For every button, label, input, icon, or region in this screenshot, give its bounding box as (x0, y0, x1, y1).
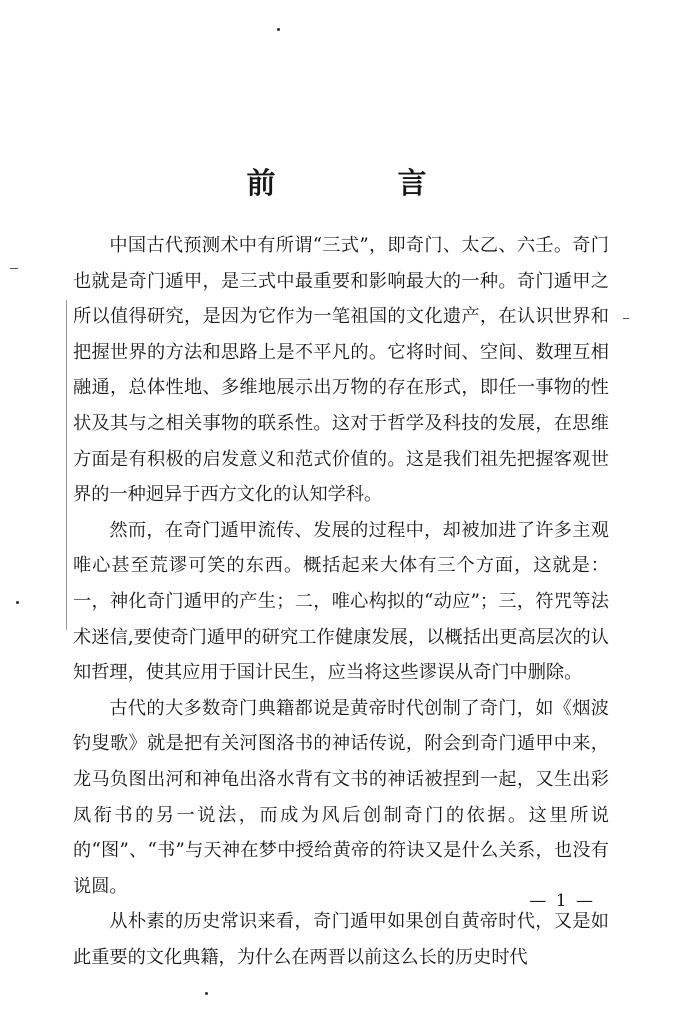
binding-edge-line (66, 300, 67, 630)
paragraph-3: 古代的大多数奇门典籍都说是黄帝时代创制了奇门，如《烟波钓叟歌》就是把有关河图洛书的神话传说，附会到奇门遁甲中来，龙马负图出河和神龟出洛水背有文书的神话被捏到一起，又生出彩凤衔书的另一说法，而成为风后创制奇门的依据。这里所说的“图”、“书”与天神在梦中授给黄帝的符诀又是什么关系，也没有说圆。 (73, 697, 609, 897)
scan-speck (16, 601, 19, 604)
page-number: — 1 — (529, 891, 595, 911)
scan-speck (205, 992, 208, 995)
margin-mark (10, 268, 18, 269)
body-text (73, 228, 609, 975)
margin-mark (623, 318, 629, 319)
paragraph-2: 然而，在奇门遁甲流传、发展的过程中，却被加进了许多主观唯心甚至荒谬可笑的东西。概括起来大体有三个方面，这就是：一，神化奇门遁甲的产生；二，唯心构拟的“动应”；三，符咒等法术迷信,要使奇门遁甲的研究工作健康发展，以概括出更高层次的认知哲理，使其应用于国计民生，应当将这些谬误从奇门中删除。 (73, 519, 609, 684)
scan-speck (277, 28, 280, 31)
page-title: 前 言 (246, 166, 483, 201)
paragraph-1: 中国古代预测术中有所谓“三式”，即奇门、太乙、六壬。奇门也就是奇门遁甲，是三式中最重要和影响最大的一种。奇门遁甲之所以值得研究，是因为它作为一笔祖国的文化遗产，在认识世界和把握世界的方法和思路上是不平凡的。它将时间、空间、数理互相融通，总体性地、多维地展示出万物的存在形式，即任一事物的性状及其与之相关事物的联系性。这对于哲学及科技的发展，在思维方面是有积极的启发意义和范式价值的。这是我们祖先把握客观世界的一种迥异于西方文化的认知学科。 (73, 235, 609, 506)
paragraph-4: 从朴素的历史常识来看，奇门遁甲如果创自黄帝时代，又是如此重要的文化典籍，为什么在两晋以前这么长的历史时代 (73, 911, 609, 968)
